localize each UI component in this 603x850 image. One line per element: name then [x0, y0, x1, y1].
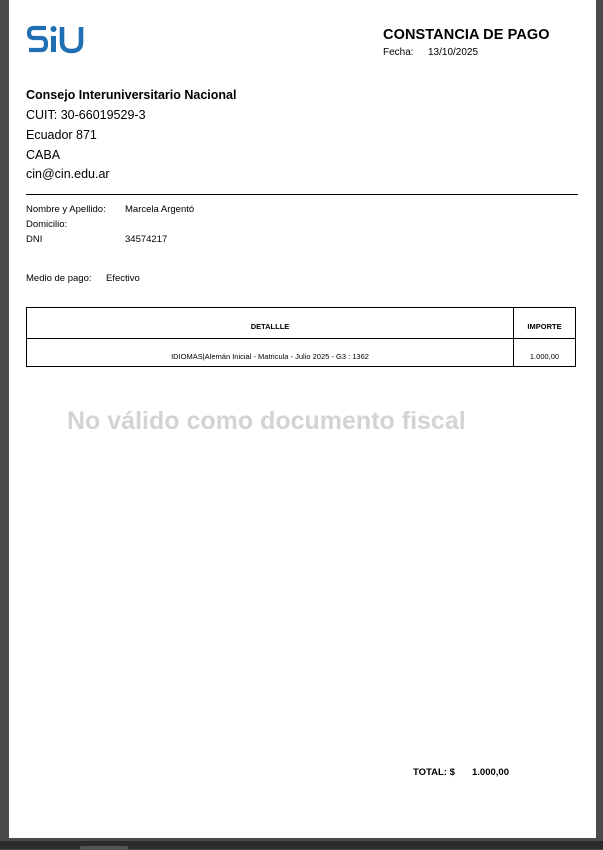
- watermark-text: No válido como documento fiscal: [67, 407, 466, 435]
- payment-method-label: Medio de pago:: [26, 273, 92, 284]
- table-row-separator: [27, 338, 575, 339]
- payment-method-value: Efectivo: [106, 273, 140, 284]
- date-value: 13/10/2025: [428, 47, 479, 58]
- detail-table: [26, 307, 576, 367]
- table-cell-amount: 1.000,00: [529, 352, 560, 361]
- organization-cuit: CUIT: 30-66019529-3: [26, 108, 146, 122]
- table-header-amount: IMPORTE: [527, 322, 562, 331]
- total-value: 1.000,00: [472, 767, 509, 778]
- viewer-bottom-bar: [0, 841, 603, 849]
- organization-name: Consejo Interuniversitario Nacional: [26, 88, 237, 102]
- table-cell-detail: IDIOMAS|Alemán Inicial - Matricula - Julio 2025 - G3 : 1362: [171, 352, 369, 361]
- total-label: TOTAL: $: [413, 767, 455, 778]
- payer-name-value: Marcela Argentó: [125, 204, 195, 215]
- organization-city: CABA: [26, 148, 61, 162]
- section-divider: [26, 194, 578, 195]
- date-label: Fecha:: [383, 47, 414, 58]
- document-title: CONSTANCIA DE PAGO: [383, 27, 550, 43]
- payer-dni-label: DNI: [26, 234, 43, 245]
- document-page: [9, 0, 596, 838]
- payer-dni-value: 34574217: [125, 234, 168, 245]
- payer-address-label: Domicilio:: [26, 219, 68, 230]
- scrollbar-handle[interactable]: [80, 846, 128, 850]
- organization-email: cin@cin.edu.ar: [26, 167, 110, 181]
- payer-name-label: Nombre y Apellido:: [26, 204, 106, 215]
- table-header-detail: DETALLLE: [250, 322, 290, 331]
- siu-logo: [26, 23, 86, 57]
- organization-address: Ecuador 871: [26, 128, 97, 142]
